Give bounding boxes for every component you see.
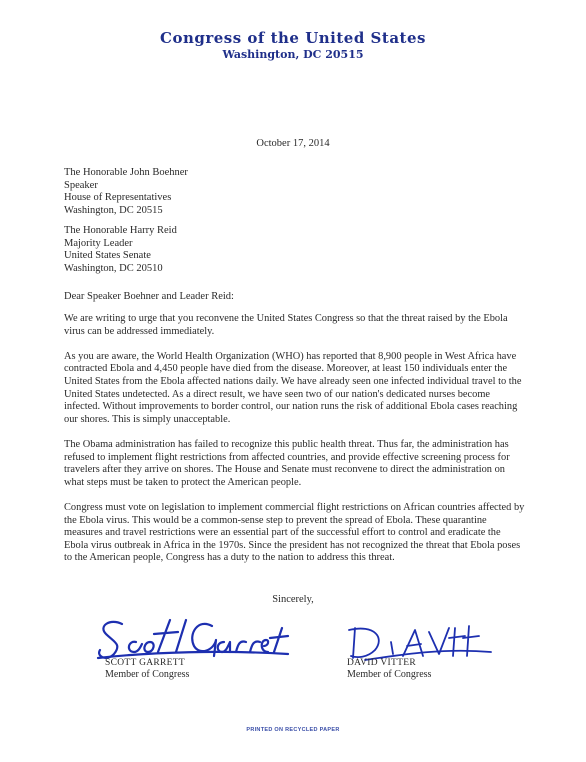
address-line: The Honorable John Boehner — [64, 167, 188, 178]
address-line: House of Representatives — [64, 192, 172, 203]
signer-title: Member of Congress — [105, 669, 190, 680]
body-paragraph: As you are aware, the World Health Organization (WHO) has reported that 8,900 people in West Africa have contracted Ebola and 4,450 people have died from the disease. Moreover, at least 150 individuals enter the United States from the Ebola affected nations daily. We have already seen one infected individual travel to the United States undetected. As a direct result, we have seen two of our nation's dedicated nurses become infected. Without improvements to border control, our nation runs the risk of additional Ebola cases reaching our shores. This is simply unacceptable. — [64, 350, 522, 425]
letter-date: October 17, 2014 — [256, 138, 330, 149]
signer-name: DAVID VITTER — [347, 658, 416, 668]
letter-body — [64, 313, 526, 577]
address-line: Speaker — [64, 179, 98, 191]
body-paragraph: Congress must vote on legislation to implement commercial flight restrictions on African countries affected by the Ebola virus. This would be a common-sense step to prevent the spread of Ebola. These quarantine measures and travel restrictions were an essential part of the successful effort to control and eradicate the Ebola virus outbreak in Africa in the 1970s. Since the president has not recognized the threat that Ebola poses to the American people, Congress has a duty to the nation to address this threat. — [64, 501, 525, 564]
body-paragraph: We are writing to urge that you reconvene the United States Congress so that the threat raised by the Ebola virus can be addressed immediately. — [64, 313, 508, 337]
letterhead-city: Washington, DC 20515 — [222, 48, 364, 61]
address-line: Washington, DC 20515 — [64, 204, 163, 216]
signer-block-1 — [105, 657, 189, 681]
letterhead-title: Congress of the United States — [160, 29, 426, 47]
closing: Sincerely, — [272, 594, 314, 605]
address-line: United States Senate — [64, 250, 151, 261]
signer-block-2 — [347, 657, 431, 681]
recipient-address-1 — [64, 167, 188, 217]
signer-title: Member of Congress — [347, 669, 432, 680]
signer-name: SCOTT GARRETT — [105, 658, 185, 668]
recipient-address-2 — [64, 225, 177, 275]
body-paragraph: The Obama administration has failed to recognize this public health threat. Thus far, the administration has refused to implement flight restrictions from affected countries, and provide effective screening process for travelers after they arrive on shores. The House and Senate must reconvene to direct the administration on what steps must be taken to protect the American people. — [64, 438, 510, 488]
address-line: Majority Leader — [64, 237, 133, 249]
address-line: The Honorable Harry Reid — [64, 225, 177, 236]
salutation: Dear Speaker Boehner and Leader Reid: — [64, 291, 234, 302]
recycled-paper-note: PRINTED ON RECYCLED PAPER — [246, 727, 340, 733]
address-line: Washington, DC 20510 — [64, 262, 163, 274]
letterhead — [0, 30, 586, 62]
